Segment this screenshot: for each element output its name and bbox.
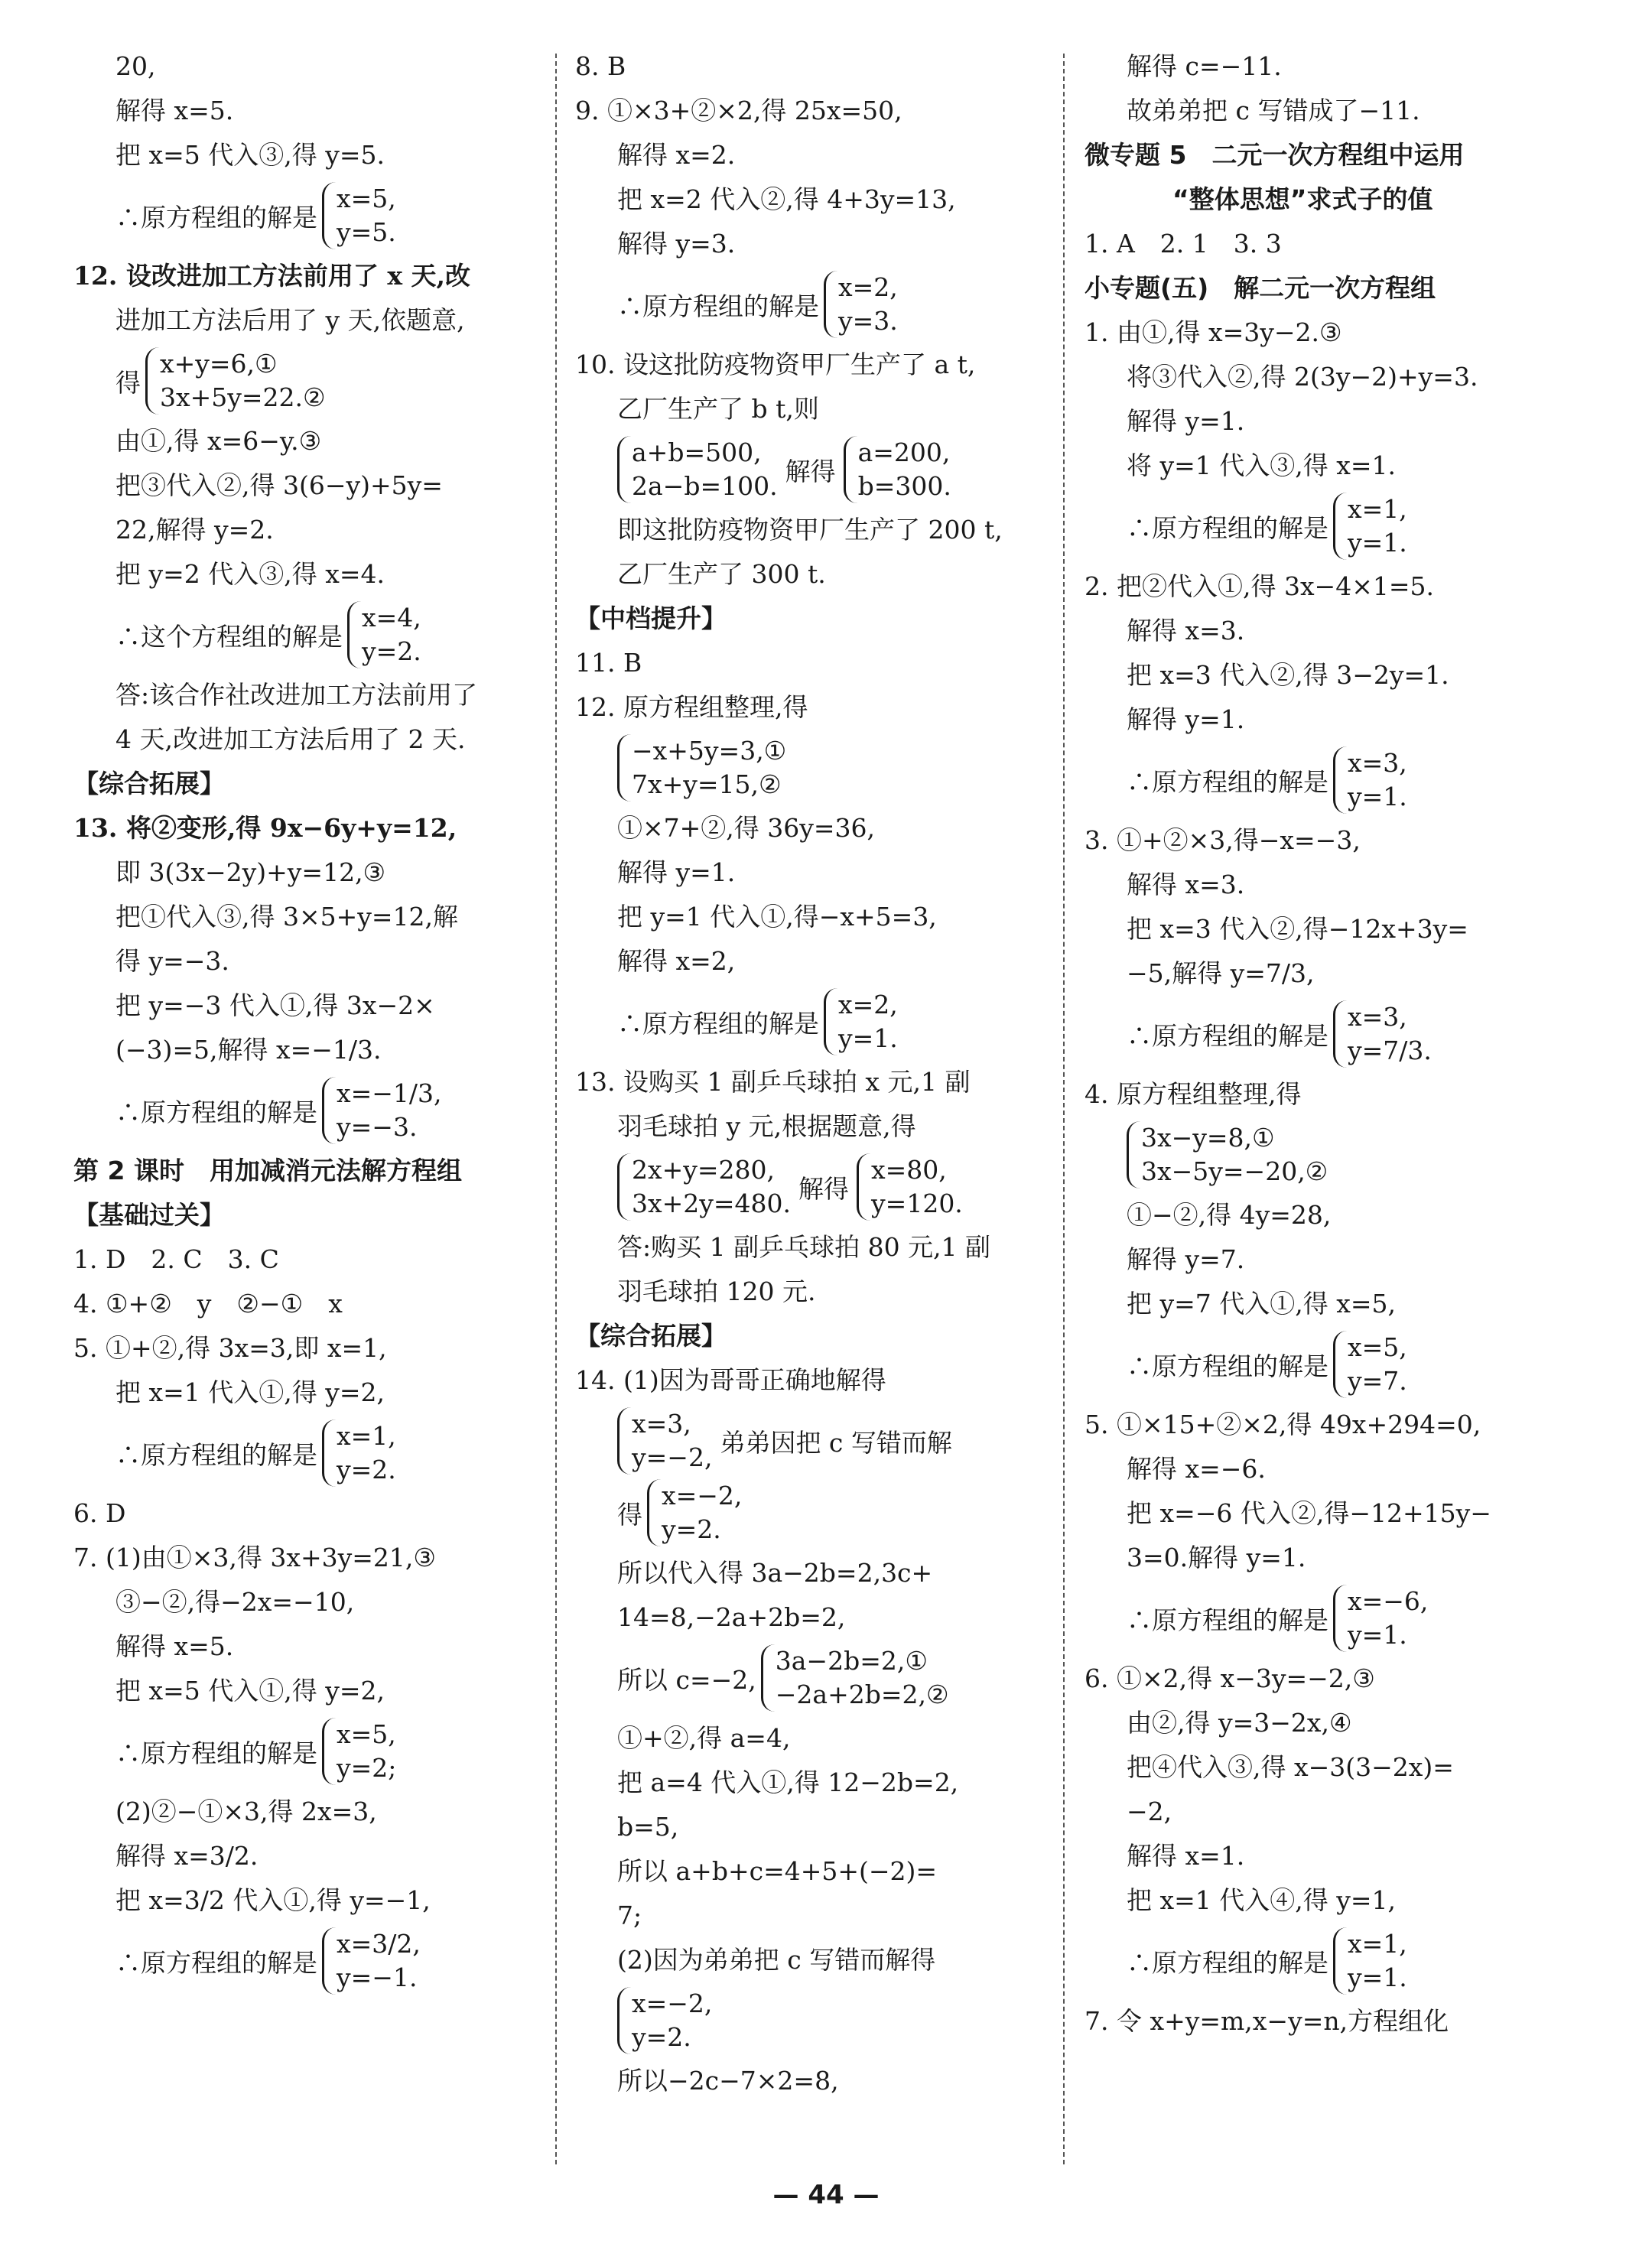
- answer-line: 即 3(3x−2y)+y=12,③: [115, 857, 386, 887]
- equation-row: y=5.: [337, 217, 396, 247]
- equation-row: x+y=6,①: [160, 349, 278, 379]
- answer-line: 11. B: [575, 648, 642, 678]
- equation-system: [73, 347, 540, 415]
- answer-line: 把 x=3 代入②,得 3−2y=1.: [1127, 660, 1449, 690]
- equation-brace: [1127, 1121, 1328, 1189]
- system-label: ∴这个方程组的解是: [115, 621, 343, 652]
- answer-line: 4. ①+② y ②−① x: [73, 1289, 343, 1319]
- equation-brace: [761, 1644, 949, 1712]
- column-2: [575, 44, 1042, 2103]
- lesson-heading: “整体思想”求式子的值: [1172, 184, 1433, 214]
- equation-system: [1085, 1585, 1582, 1652]
- system-label: ∴原方程组的解是: [115, 1439, 317, 1470]
- answer-line: 1. D 2. C 3. C: [73, 1244, 279, 1274]
- equation-brace: [617, 734, 786, 802]
- section-header: 【基础过关】: [73, 1200, 225, 1230]
- answer-line: 10. 设这批防疫物资甲厂生产了 a t,: [575, 350, 976, 379]
- answer-line: 13. 设购买 1 副乒乓球拍 x 元,1 副: [575, 1067, 971, 1097]
- answer-line: ①+②,得 a=4,: [617, 1723, 791, 1753]
- answer-line: 解得 x=−6.: [1127, 1454, 1266, 1484]
- equation-brace: [617, 1407, 712, 1475]
- equation-row: x=80,: [871, 1155, 947, 1185]
- answer-line: 9. ①×3+②×2,得 25x=50,: [575, 96, 902, 125]
- page-number: — 44 —: [772, 2180, 880, 2210]
- answer-line: 解得 x=5.: [115, 1631, 234, 1661]
- equation-row: b=300.: [857, 471, 951, 501]
- lesson-heading: 第 2 课时 用加减消元法解方程组: [73, 1156, 462, 1185]
- equation-brace: [617, 1987, 712, 2054]
- answer-line: (2)因为弟弟把 c 写错而解得: [617, 1945, 936, 1975]
- answer-line: 1. 由①,得 x=3y−2.③: [1085, 317, 1342, 347]
- answer-line: 答:购买 1 副乒乓球拍 80 元,1 副: [617, 1232, 991, 1262]
- equation-row: y=2.: [632, 2022, 691, 2052]
- equation-brace: [1333, 1000, 1432, 1068]
- system-label: ∴原方程组的解是: [115, 1947, 317, 1978]
- answer-line: ①×7+②,得 36y=36,: [617, 813, 876, 843]
- answer-line: 7;: [617, 1901, 642, 1930]
- column-divider-1: [555, 54, 557, 2164]
- answer-line: 7. 令 x+y=m,x−y=n,方程组化: [1085, 2006, 1449, 2036]
- answer-line: 解得 x=1.: [1127, 1841, 1245, 1871]
- system-label: ∴原方程组的解是: [1127, 1947, 1328, 1978]
- answer-line: 答:该合作社改进加工方法前用了: [115, 680, 478, 710]
- equation-row: x=2,: [838, 272, 898, 302]
- answer-line: 解得 y=3.: [617, 229, 736, 259]
- answer-line: b=5,: [617, 1812, 679, 1842]
- answer-line: 12. 原方程组整理,得: [575, 692, 808, 722]
- equation-system: [73, 1419, 540, 1487]
- answer-line: 羽毛球拍 120 元.: [617, 1276, 816, 1306]
- equation-row: 7x+y=15,②: [632, 769, 782, 799]
- equation-row: x=3,: [1348, 748, 1407, 778]
- equation-system: [575, 271, 1042, 338]
- equation-row: y=2.: [662, 1514, 721, 1544]
- equation-brace: [1333, 1927, 1407, 1995]
- equation-system: [575, 1479, 1042, 1546]
- answer-line: 13. 将②变形,得 9x−6y+y=12,: [73, 813, 457, 843]
- system-label: 所以 c=−2,: [617, 1664, 756, 1695]
- equation-row: y=1.: [1348, 782, 1407, 811]
- equation-system: [1085, 493, 1582, 560]
- lesson-heading: 微专题 5 二元一次方程组中运用: [1085, 140, 1465, 170]
- answer-line: 把①代入③,得 3×5+y=12,解: [115, 902, 459, 932]
- equation-row: x=−2,: [632, 1988, 713, 2018]
- answer-line: 5. ①×15+②×2,得 49x+294=0,: [1085, 1410, 1481, 1439]
- answer-line: 把④代入③,得 x−3(3−2x)=: [1127, 1752, 1454, 1782]
- equation-system: [73, 1718, 540, 1785]
- equation-brace: [824, 271, 898, 338]
- equation-row: y=120.: [871, 1189, 963, 1218]
- equation-system: [575, 1987, 1042, 2054]
- answer-line: 所以 a+b+c=4+5+(−2)=: [617, 1856, 938, 1886]
- equation-system: [1085, 1927, 1582, 1995]
- equation-brace: [322, 1077, 442, 1144]
- equation-brace: [844, 436, 951, 503]
- equation-brace: [824, 988, 898, 1055]
- answer-line: 14. (1)因为哥哥正确地解得: [575, 1365, 886, 1395]
- equation-system: [1085, 1000, 1582, 1068]
- equation-brace: [1333, 746, 1407, 814]
- answer-line: 把 x=−6 代入②,得−12+15y−: [1127, 1498, 1491, 1528]
- equation-row: x=2,: [838, 990, 898, 1019]
- answer-line: 解得 x=2,: [617, 946, 736, 976]
- equation-brace: [322, 182, 396, 249]
- equation-system: [1085, 1331, 1582, 1398]
- equation-row: x=−2,: [662, 1481, 743, 1510]
- answer-line: 22,解得 y=2.: [115, 515, 274, 545]
- answer-line: 解得 x=2.: [617, 140, 736, 170]
- answer-line: ③−②,得−2x=−10,: [115, 1587, 355, 1617]
- equation-row: x=1,: [1348, 494, 1407, 524]
- answer-line: 乙厂生产了 300 t.: [617, 559, 826, 589]
- equation-row: −2a+2b=2,②: [775, 1680, 949, 1709]
- system-label: ∴原方程组的解是: [617, 291, 819, 321]
- equation-brace: [647, 1479, 742, 1546]
- answer-line: 解得 x=3.: [1127, 870, 1245, 899]
- answer-line: 把③代入②,得 3(6−y)+5y=: [115, 470, 443, 500]
- equation-system: [575, 436, 1042, 503]
- equation-row: y=7/3.: [1348, 1036, 1432, 1065]
- answer-line: 进加工方法后用了 y 天,依题意,: [115, 305, 465, 335]
- answer-line: 4. 原方程组整理,得: [1085, 1079, 1302, 1109]
- equation-row: x=3/2,: [337, 1929, 421, 1959]
- answer-line: 得 y=−3.: [115, 946, 229, 976]
- equation-row: 3a−2b=2,①: [775, 1646, 928, 1676]
- answer-line: 把 y=−3 代入①,得 3x−2×: [115, 990, 435, 1020]
- answer-line: 即这批防疫物资甲厂生产了 200 t,: [617, 515, 1003, 545]
- answer-line: 由②,得 y=3−2x,④: [1127, 1708, 1352, 1738]
- equation-system: [575, 1153, 1042, 1221]
- answer-line: 2. 把②代入①,得 3x−4×1=5.: [1085, 571, 1434, 601]
- equation-row: a+b=500,: [632, 437, 762, 467]
- system-label: ∴原方程组的解是: [1127, 512, 1328, 543]
- equation-brace: [1333, 1331, 1407, 1398]
- equation-row: 3x−y=8,①: [1141, 1123, 1275, 1153]
- equation-brace: [1333, 493, 1407, 560]
- equation-system: [575, 1407, 1042, 1475]
- answer-line: 由①,得 x=6−y.③: [115, 426, 322, 456]
- system-label: ∴原方程组的解是: [1127, 1605, 1328, 1635]
- answer-line: 8. B: [575, 51, 626, 81]
- equation-brace: [322, 1927, 421, 1995]
- answer-line: 7. (1)由①×3,得 3x+3y=21,③: [73, 1543, 436, 1572]
- system-label: ∴原方程组的解是: [1127, 1020, 1328, 1051]
- equation-row: y=1.: [1348, 1620, 1407, 1650]
- equation-row: x=−6,: [1348, 1586, 1429, 1616]
- equation-brace: [1333, 1585, 1428, 1652]
- equation-row: y=2.: [337, 1455, 396, 1484]
- answer-line: 3=0.解得 y=1.: [1127, 1543, 1306, 1572]
- answer-line: 3. ①+②×3,得−x=−3,: [1085, 825, 1361, 855]
- solve-label: 解得: [785, 456, 836, 486]
- answer-line: 5. ①+②,得 3x=3,即 x=1,: [73, 1333, 387, 1363]
- equation-system: [73, 601, 540, 668]
- system-label: ∴原方程组的解是: [617, 1008, 819, 1039]
- answer-line: 1. A 2. 1 3. 3: [1085, 229, 1282, 259]
- equation-system: [575, 734, 1042, 802]
- section-header: 【综合拓展】: [73, 769, 225, 798]
- answer-line: 把 x=2 代入②,得 4+3y=13,: [617, 184, 956, 214]
- equation-brace: [322, 1718, 396, 1785]
- answer-line: 解得 c=−11.: [1127, 51, 1282, 81]
- answer-line: 所以代入得 3a−2b=2,3c+: [617, 1558, 933, 1588]
- answer-line: 6. ①×2,得 x−3y=−2,③: [1085, 1663, 1375, 1693]
- answer-line: 把 x=5 代入③,得 y=5.: [115, 140, 385, 170]
- equation-brace: [857, 1153, 963, 1221]
- equation-row: 3x−5y=−20,②: [1141, 1156, 1328, 1186]
- system-label: 得: [617, 1499, 642, 1530]
- equation-row: x=5,: [1348, 1332, 1407, 1362]
- equation-row: −x+5y=3,①: [632, 736, 787, 766]
- answer-line: 将③代入②,得 2(3y−2)+y=3.: [1127, 362, 1478, 392]
- equation-system: [73, 182, 540, 249]
- solve-label: 解得: [798, 1173, 850, 1204]
- equation-row: x=4,: [362, 603, 421, 632]
- equation-row: y=−1.: [337, 1962, 418, 1992]
- equation-row: y=3.: [838, 306, 898, 336]
- column-3: [1085, 44, 1582, 2044]
- lesson-heading: 小专题(五) 解二元一次方程组: [1085, 273, 1436, 303]
- answer-line: −5,解得 y=7/3,: [1127, 958, 1315, 988]
- equation-row: y=1.: [1348, 1962, 1407, 1992]
- system-label: ∴原方程组的解是: [1127, 766, 1328, 797]
- answer-line: 把 y=1 代入①,得−x+5=3,: [617, 902, 937, 932]
- answer-line: 4 天,改进加工方法后用了 2 天.: [115, 724, 466, 754]
- answer-line: 把 x=1 代入①,得 y=2,: [115, 1377, 385, 1407]
- answer-line: 14=8,−2a+2b=2,: [617, 1602, 846, 1632]
- answer-line: 解得 y=7.: [1127, 1244, 1245, 1274]
- answer-line: 解得 y=1.: [1127, 704, 1245, 734]
- equation-row: y=−2,: [632, 1442, 713, 1472]
- equation-row: x=1,: [1348, 1929, 1407, 1959]
- system-label: 得: [115, 367, 141, 398]
- equation-row: y=2;: [337, 1753, 397, 1783]
- equation-system: [575, 1644, 1042, 1712]
- column-1: [73, 44, 540, 1999]
- equation-system: [575, 988, 1042, 1055]
- system-label: ∴原方程组的解是: [115, 1097, 317, 1127]
- equation-row: 2x+y=280,: [632, 1155, 776, 1185]
- equation-row: x=1,: [337, 1421, 396, 1451]
- equation-row: a=200,: [857, 437, 951, 467]
- section-header: 【综合拓展】: [575, 1321, 727, 1351]
- equation-row: 3x+2y=480.: [632, 1189, 792, 1218]
- answer-line: 把 y=2 代入③,得 x=4.: [115, 559, 385, 589]
- equation-row: 2a−b=100.: [632, 471, 778, 501]
- equation-brace: [145, 347, 326, 415]
- answer-line: 故弟弟把 c 写错成了−11.: [1127, 96, 1420, 125]
- equation-row: y=2.: [362, 636, 421, 666]
- answer-line: (2)②−①×3,得 2x=3,: [115, 1797, 377, 1826]
- equation-row: x=5,: [337, 184, 396, 213]
- equation-brace: [322, 1419, 396, 1487]
- equation-row: 3x+5y=22.②: [160, 382, 326, 412]
- answer-line: 解得 x=3/2.: [115, 1841, 259, 1871]
- equation-brace: [347, 601, 421, 668]
- equation-row: y=−3.: [337, 1112, 418, 1142]
- answer-line: (−3)=5,解得 x=−1/3.: [115, 1035, 382, 1065]
- answer-line: 解得 y=1.: [1127, 406, 1245, 436]
- answer-line: 把 x=1 代入④,得 y=1,: [1127, 1885, 1396, 1915]
- equation-row: x=5,: [337, 1719, 396, 1749]
- answer-line: 解得 x=3.: [1127, 616, 1245, 645]
- answer-line: 将 y=1 代入③,得 x=1.: [1127, 450, 1396, 480]
- equation-row: y=7.: [1348, 1366, 1407, 1396]
- answer-line: 把 y=7 代入①,得 x=5,: [1127, 1289, 1396, 1319]
- answer-line: 20,: [115, 51, 156, 81]
- equation-system: [73, 1077, 540, 1144]
- answer-line: −2,: [1127, 1797, 1172, 1826]
- equation-row: x=3,: [632, 1409, 691, 1439]
- equation-brace: [617, 436, 778, 503]
- equation-row: x=−1/3,: [337, 1078, 442, 1108]
- equation-row: x=3,: [1348, 1002, 1407, 1032]
- equation-row: y=1.: [838, 1023, 898, 1053]
- system-label: ∴原方程组的解是: [115, 1738, 317, 1768]
- answer-line: 乙厂生产了 b t,则: [617, 394, 819, 424]
- answer-line: 把 x=5 代入①,得 y=2,: [115, 1676, 385, 1706]
- section-header: 【中档提升】: [575, 603, 727, 633]
- answer-line: 6. D: [73, 1498, 126, 1528]
- answer-line: 把 x=3/2 代入①,得 y=−1,: [115, 1885, 431, 1915]
- system-trailing-text: 弟弟因把 c 写错而解: [720, 1427, 952, 1458]
- answer-line: ①−②,得 4y=28,: [1127, 1200, 1332, 1230]
- answer-line: 羽毛球拍 y 元,根据题意,得: [617, 1111, 916, 1141]
- answer-line: 把 x=3 代入②,得−12x+3y=: [1127, 914, 1468, 944]
- system-label: ∴原方程组的解是: [115, 202, 317, 233]
- equation-brace: [617, 1153, 791, 1221]
- column-divider-2: [1063, 54, 1065, 2164]
- equation-system: [1085, 1121, 1582, 1189]
- answer-line: 解得 y=1.: [617, 857, 736, 887]
- answer-line: 把 a=4 代入①,得 12−2b=2,: [617, 1767, 959, 1797]
- equation-system: [1085, 746, 1582, 814]
- system-label: ∴原方程组的解是: [1127, 1351, 1328, 1381]
- answer-line: 所以−2c−7×2=8,: [617, 2066, 839, 2096]
- answer-line: 解得 x=5.: [115, 96, 234, 125]
- answer-line: 12. 设改进加工方法前用了 x 天,改: [73, 261, 471, 291]
- equation-system: [73, 1927, 540, 1995]
- equation-row: y=1.: [1348, 528, 1407, 558]
